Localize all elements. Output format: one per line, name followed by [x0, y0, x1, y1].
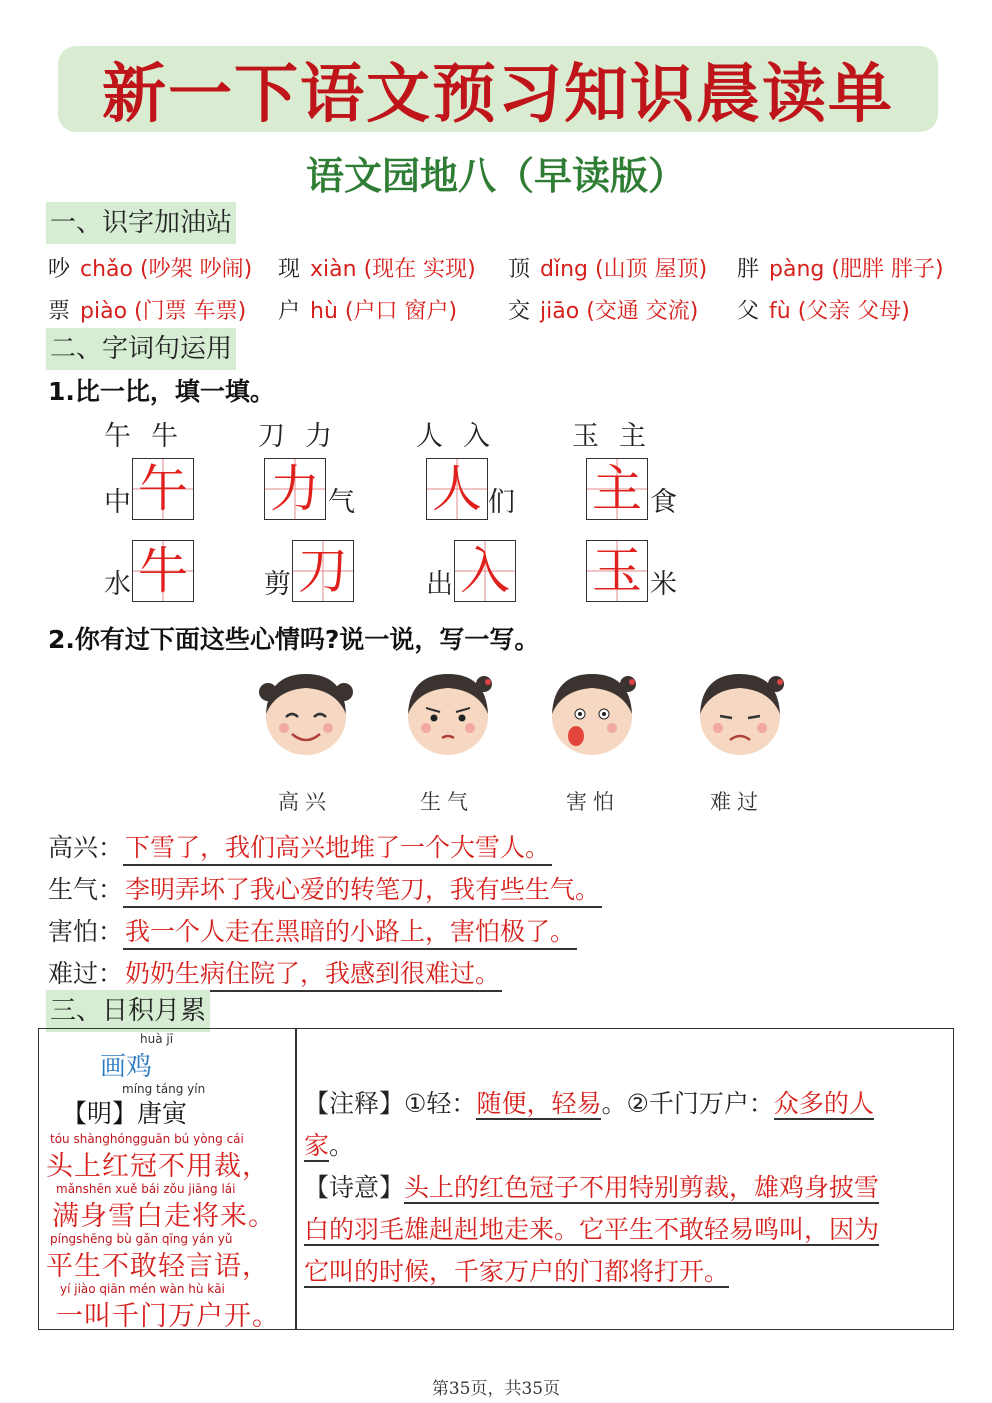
answer-box: 刀 [292, 540, 354, 602]
scared-face-icon [542, 662, 642, 762]
literacy-item: 顶 dǐng (山顶 屋顶) [508, 257, 708, 282]
literacy-item: 胖 pàng (肥胖 胖子) [737, 257, 944, 282]
section1-heading: 一、识字加油站 [46, 202, 236, 244]
context-char: 食 [650, 487, 677, 518]
context-char: 水 [104, 569, 131, 600]
note-line: 【注释】①轻：随便，轻易。②千门万户：众多的人 [304, 1089, 874, 1118]
poem-line-pinyin: píngshēng bù gǎn qīng yán yǔ [50, 1232, 233, 1246]
emotion-sentence: 高兴：下雪了，我们高兴地堆了一个大雪人。 [48, 828, 552, 864]
answer-box: 主 [586, 458, 648, 520]
meaning-line: 它叫的时候，千家万户的门都将打开。 [304, 1257, 730, 1286]
literacy-item: 票 piào (门票 车票) [48, 299, 247, 324]
literacy-item: 现 xiàn (现在 实现) [278, 257, 476, 282]
poem-author: 【明】唐寅 [62, 1099, 188, 1128]
answer-box: 玉 [586, 540, 648, 602]
title-part2: 知识晨读单 [564, 57, 894, 132]
emotion-label: 生气 [420, 790, 474, 814]
meaning-line: 【诗意】头上的红色冠子不用特别剪裁，雄鸡身披雪 [304, 1173, 880, 1202]
poem-line-pinyin: tóu shànghóngguān bú yòng cái [50, 1132, 244, 1146]
literacy-item: 户 hù (户口 窗户) [278, 299, 458, 324]
title-part1: 新一下语文预习 [102, 57, 564, 132]
context-char: 剪 [264, 569, 291, 600]
answer-box: 人 [426, 458, 488, 520]
poem-line-pinyin: mǎnshēn xuě bái zǒu jiāng lái [56, 1182, 236, 1196]
emotion-sentence: 生气：李明弄坏了我心爱的转笔刀，我有些生气。 [48, 870, 602, 906]
emotion-label: 高兴 [278, 790, 332, 814]
context-char: 气 [328, 487, 355, 518]
poem-title: 画鸡 [100, 1052, 153, 1082]
page-footer: 第35页，共35页 [431, 1379, 561, 1399]
context-char: 们 [488, 487, 515, 518]
title-banner [58, 46, 938, 132]
happy-face-icon [256, 662, 356, 762]
literacy-item: 交 jiāo (交通 交流) [508, 299, 699, 324]
literacy-item: 父 fù (父亲 父母) [737, 299, 910, 324]
char-pair: 玉主 [572, 421, 666, 452]
author-pinyin: míng táng yín [122, 1082, 206, 1096]
context-char: 出 [426, 569, 453, 600]
meaning-line: 白的羽毛雄赳赳地走来。它平生不敢轻易鸣叫，因为 [304, 1215, 880, 1244]
note-line: 家。 [304, 1131, 355, 1160]
table-divider [295, 1029, 297, 1329]
subtitle: 语文园地八（早读版） [305, 154, 686, 198]
poem-line: 头上红冠不用裁， [46, 1151, 270, 1182]
poem-line: 满身雪白走将来。 [52, 1201, 276, 1232]
answer-box: 牛 [132, 540, 194, 602]
sad-face-icon [690, 662, 790, 762]
section2-heading: 二、字词句运用 [46, 328, 236, 370]
context-char: 中 [104, 487, 131, 518]
poem-line: 平生不敢轻言语， [46, 1251, 270, 1282]
question1-title: 1.比一比，填一填。 [48, 377, 275, 406]
char-pair: 午牛 [104, 421, 198, 452]
emotion-sentence: 害怕：我一个人走在黑暗的小路上，害怕极了。 [48, 912, 577, 948]
answer-box: 午 [132, 458, 194, 520]
literacy-item: 吵 chǎo (吵架 吵闹) [48, 257, 253, 282]
angry-face-icon [398, 662, 498, 762]
poem-title-pinyin: huà jī [140, 1032, 174, 1046]
answer-box: 入 [454, 540, 516, 602]
char-pair: 人入 [416, 421, 510, 452]
answer-box: 力 [264, 458, 326, 520]
question2-title: 2.你有过下面这些心情吗?说一说，写一写。 [48, 625, 540, 654]
emotion-label: 难过 [710, 790, 764, 814]
context-char: 米 [650, 569, 677, 600]
emotion-label: 害怕 [566, 790, 620, 814]
char-pair: 刀力 [258, 421, 352, 452]
poem-line: 一叫千门万户开。 [56, 1301, 280, 1332]
emotion-sentence: 难过：奶奶生病住院了，我感到很难过。 [48, 954, 502, 990]
poem-line-pinyin: yí jiào qiān mén wàn hù kāi [60, 1282, 225, 1296]
section3-heading: 三、日积月累 [46, 990, 210, 1032]
